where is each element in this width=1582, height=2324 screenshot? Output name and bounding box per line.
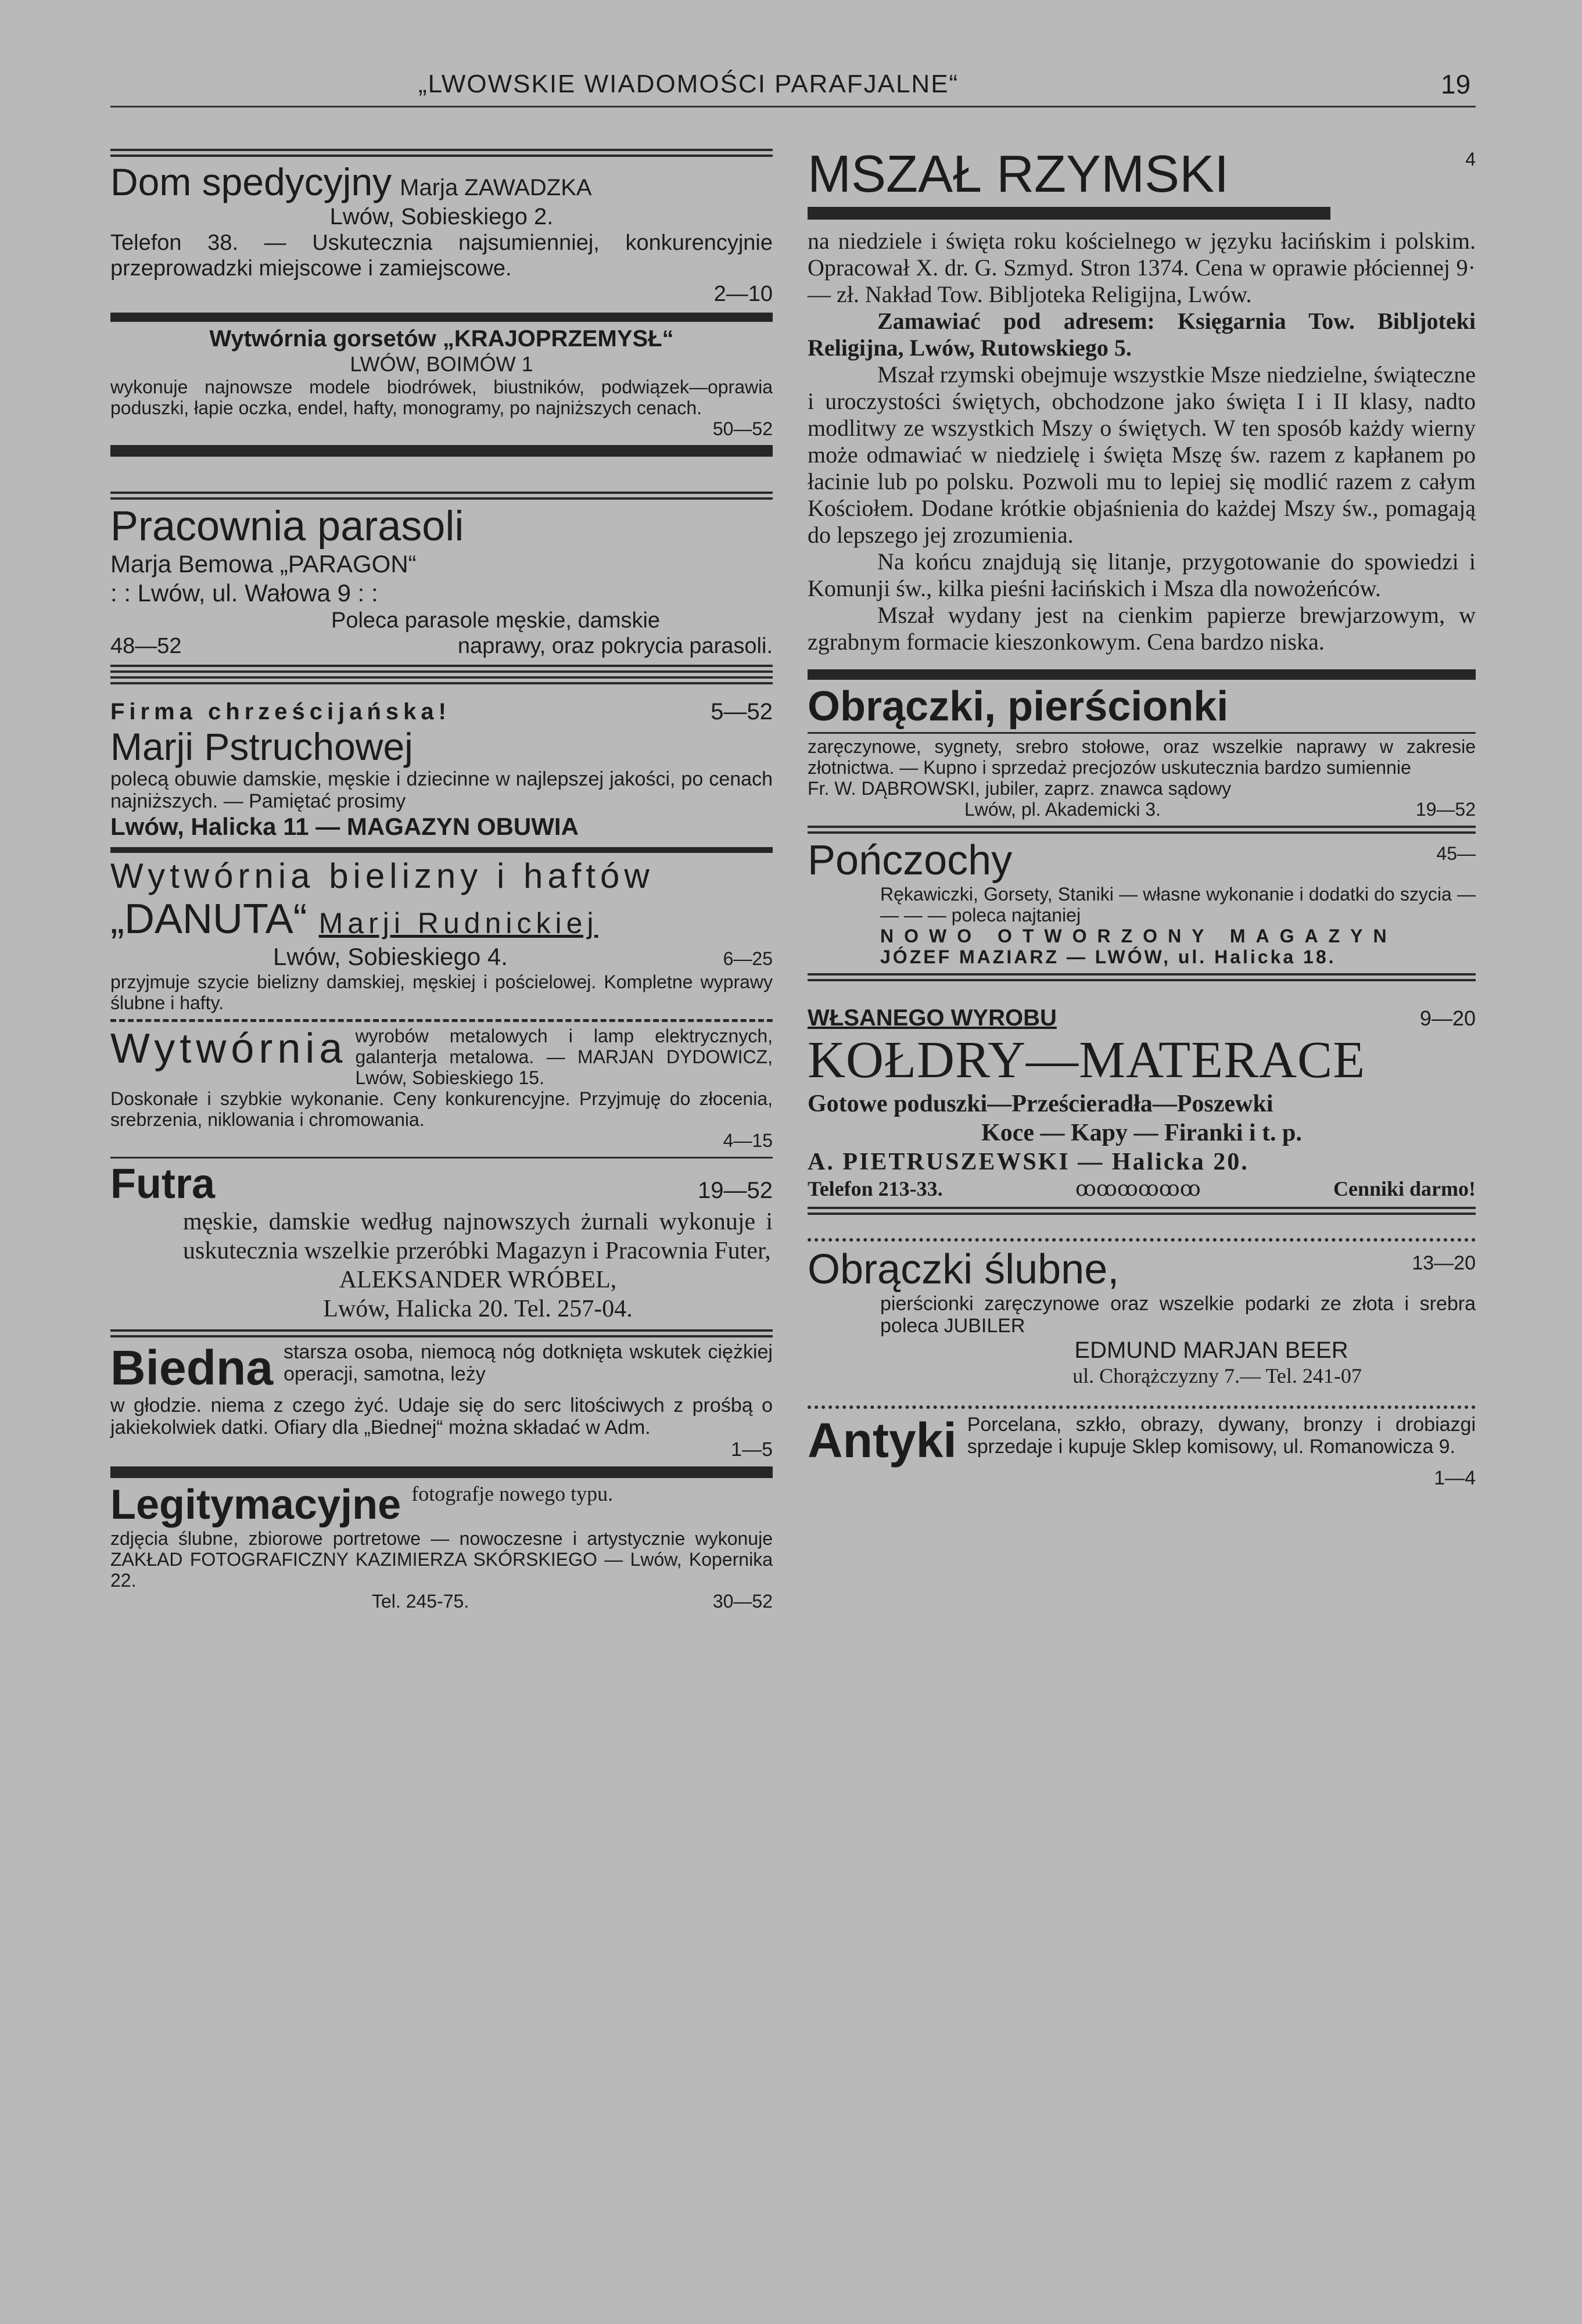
divider [110, 313, 773, 322]
ad-owner: Marji Rudnickiej [318, 907, 598, 939]
ad-address: Lwów, Sobieskiego 4. [273, 943, 508, 970]
divider [808, 826, 1476, 834]
ad-title: Firma chrześcijańska! [110, 699, 451, 725]
ad-title: KOŁDRY—MATERACE [808, 1031, 1366, 1089]
divider [110, 1157, 773, 1159]
left-column [110, 145, 773, 1618]
ad-tel: Tel. 245-75. [372, 1591, 469, 1612]
ad-title: Wytwórnia bielizny i haftów [110, 856, 654, 895]
ad-mszal [808, 145, 1476, 655]
divider [110, 665, 773, 673]
ad-code: 19—52 [1415, 799, 1476, 820]
ad-text: Telefon 38. — Uskutecznia najsumienniej, konkurencyjnie przeprowadzki miejscowe i zamiejscowe. [110, 231, 773, 281]
ornament: ꝏꝏꝏꝏꝏꝏ [1075, 1177, 1201, 1200]
ad-owner: Marja ZAWADZKA [400, 175, 592, 200]
ad-ponczochy [808, 837, 1476, 967]
ad-name: Marji Pstruchowej [110, 725, 413, 768]
ad-address: Lwów, pl. Akademicki 3. [964, 799, 1161, 820]
ad-subtitle: fotografje nowego typu. [411, 1482, 614, 1505]
ad-title: MSZAŁ RZYMSKI [808, 145, 1229, 203]
ad-code: 4 [1465, 149, 1476, 170]
ad-code: 50—52 [712, 418, 773, 439]
ad-title: Pończochy [808, 837, 1013, 884]
divider [110, 1019, 773, 1022]
ad-text: na niedziele i święta roku kościelnego w języku łacińskim i polskim. Opracował X. dr. G. Szmyd. Stron 1374. Cena w oprawie płóciennej 9·— zł. Nakład Tow. Bibljoteka Religijna, Lwów. [808, 228, 1476, 307]
ad-text: Cenniki darmo! [1333, 1177, 1476, 1200]
ad-title: Legitymacyjne [110, 1482, 401, 1528]
ad-code: 13—20 [1412, 1252, 1476, 1274]
ad-tel: Telefon 213-33. [808, 1177, 943, 1200]
ad-obuwie [110, 698, 773, 841]
ad-name: „DANUTA“ [110, 896, 307, 942]
ad-owner: Marja Bemowa „PARAGON“ [110, 550, 417, 578]
ad-address: : : Lwów, ul. Wałowa 9 : : [110, 579, 378, 607]
ad-title: Pracownia parasoli [110, 503, 464, 550]
ad-text: Na końcu znajdują się litanje, przygotowanie do spowiedzi i Komunji św., kilka pieśni łacińskich i Msza dla nowożeńców. [808, 548, 1476, 601]
ad-address: Lwów, Halicka 20. Tel. 257-04. [323, 1296, 633, 1322]
divider [808, 1207, 1476, 1215]
divider [110, 445, 773, 457]
ad-text: męskie, damskie według najnowszych żurnali wykonuje i uskutecznia wszelkie przeróbki Magazyn i Pracownia Futer, [183, 1208, 773, 1264]
ad-legitymacyjne [110, 1482, 773, 1612]
ad-text: Porcelana, szkło, obrazy, dywany, bronzy i drobiazgi sprzedaje i kupuje Sklep komisowy, ul. Romanowicza 9. [967, 1414, 1476, 1458]
divider [110, 492, 773, 500]
ad-label: WŁSANEGO WYROBU [808, 1005, 1057, 1031]
ad-obraczki [808, 683, 1476, 820]
ad-title: Biedna [110, 1340, 274, 1395]
ad-code: 4—15 [723, 1130, 773, 1151]
ad-code: 5—52 [711, 699, 773, 725]
ad-order: Zamawiać pod adresem: Księgarnia Tow. Bibljoteki Religijna, Lwów, Rutowskiego 5. [808, 308, 1476, 361]
ad-gorsety [110, 325, 773, 439]
ad-title: Obrączki ślubne, [808, 1246, 1120, 1293]
ad-title: Wytwórnia [110, 1025, 347, 1072]
divider [808, 669, 1476, 680]
ad-code: 30—52 [712, 1591, 773, 1612]
ad-text: Rękawiczki, Gorsety, Staniki — własne wykonanie i dodatki do szycia — — — — poleca najtaniej [880, 884, 1476, 926]
ad-futra [110, 1161, 773, 1324]
ad-text: wykonuje najnowsze modele biodrówek, biustników, podwiązek—oprawia poduszki, łapie oczka, endel, hafty, monogramy, po najniższych cenach. [110, 376, 773, 418]
divider [110, 1329, 773, 1337]
divider [110, 149, 773, 157]
divider [110, 1466, 773, 1478]
ad-text: polecą obuwie damskie, męskie i dziecinne w najlepszej jakości, po cenach najniższych. — Pamiętać prosimy [110, 768, 773, 812]
ad-obraczki-slubne [808, 1246, 1476, 1388]
ad-owner: JÓZEF MAZIARZ — LWÓW, ul. Halicka 18. [880, 946, 1336, 967]
ad-text: Poleca parasole męskie, damskie [331, 608, 661, 633]
ad-owner: Fr. W. DĄBROWSKI, jubiler, zaprz. znawca sądowy [808, 778, 1232, 799]
ad-text: przyjmuje szycie bielizny damskiej, męskiej i pościelowej. Kompletne wyprawy ślubne i hafty. [110, 971, 773, 1013]
ad-line: Gotowe poduszki—Prześcieradła—Poszewki [808, 1091, 1274, 1117]
ad-title: Futra [110, 1161, 215, 1207]
ad-biedna [110, 1341, 773, 1461]
ad-title: Antyki [808, 1413, 957, 1468]
ad-code: 1—4 [1434, 1467, 1476, 1489]
ad-text: Mszał rzymski obejmuje wszystkie Msze niedzielne, świąteczne i uroczystości świętych, obchodzone jako święta I i II klasy, nadto modlitwy ze wszystkich Mszy o świętych. W ten sposób każdy wierny może odmawiać w niedzielę i święta Mszę św. razem z kapłanem po łacinie lub po polsku. Pozwoli mu to lepiej się modlić razem z całym Kościołem. Dodane krótkie objaśnienia do każdej Mszy św., pomagają do lepszego jej zrozumienia. [808, 361, 1476, 548]
ad-code: 19—52 [698, 1178, 773, 1203]
ad-address: Lwów, Halicka 11 — MAGAZYN OBUWIA [110, 813, 579, 840]
ad-parasole [110, 503, 773, 659]
ad-subtitle: starsza osoba, niemocą nóg dotknięta wskutek ciężkiej operacji, samotna, leży [284, 1341, 773, 1385]
ad-text: Doskonałe i szybkie wykonanie. Ceny konkurencyjne. Przyjmuję do złocenia, srebrzenia, niklowania i chromowania. [110, 1088, 773, 1130]
ad-text: w głodzie. niema z czego żyć. Udaje się do serc litościwych z prośbą o jakiekolwiek datki. Ofiary dla „Biednej“ można składać w Adm. [110, 1394, 773, 1439]
ad-line: Koce — Kapy — Firanki i t. p. [981, 1120, 1302, 1146]
ad-subtitle: wyrobów metalowych i lamp elektrycznych, galanterja metalowa. — MARJAN DYDOWICZ, Lwów, Sobieskiego 15. [355, 1025, 773, 1088]
divider [110, 847, 773, 853]
ad-danuta [110, 856, 773, 1013]
ad-code: 1—5 [731, 1439, 773, 1461]
ad-owner: ALEKSANDER WRÓBEL, [339, 1267, 617, 1293]
ad-text: Mszał wydany jest na cienkim papierze brewjarzowym, w zgrabnym formacie kieszonkowym. Cena bardzo niska. [808, 602, 1476, 655]
divider [808, 1238, 1476, 1242]
divider [808, 973, 1476, 981]
ad-code: 6—25 [723, 948, 773, 969]
divider [808, 732, 1476, 734]
ad-code: 2—10 [713, 282, 773, 306]
ad-shop: NOWO OTWORZONY MAGAZYN [880, 926, 1397, 946]
ad-title: Obrączki, pierścionki [808, 683, 1229, 730]
ad-title: Wytwórnia gorsetów „KRAJOPRZEMYSŁ“ [209, 326, 674, 352]
ad-address: LWÓW, BOIMÓW 1 [350, 352, 533, 376]
ad-text: naprawy, oraz pokrycia parasoli. [457, 634, 773, 658]
divider [808, 1405, 1476, 1409]
ad-title: Dom spedycyjny [110, 160, 392, 203]
ad-metal [110, 1025, 773, 1151]
ad-dom-spedycyjny [110, 160, 773, 307]
ad-koldry [808, 1005, 1476, 1201]
ad-code: 9—20 [1419, 1006, 1476, 1030]
divider [808, 207, 1330, 220]
ad-text: pierścionki zaręczynowe oraz wszelkie podarki ze złota i srebra poleca JUBILER [880, 1293, 1476, 1337]
divider [110, 676, 773, 684]
ad-owner: EDMUND MARJAN BEER [1074, 1337, 1348, 1363]
ad-text: zaręczynowe, sygnety, srebro stołowe, oraz wszelkie naprawy w zakresie złotnictwa. — Kupno i sprzedaż precjozów uskutecznia bardzo sumiennie [808, 736, 1476, 778]
ad-address: ul. Chorążczyzny 7.— Tel. 241-07 [1072, 1364, 1362, 1387]
right-column [808, 145, 1476, 1495]
ad-code: 48—52 [110, 634, 182, 658]
ad-text: zdjęcia ślubne, zbiorowe portretowe — nowoczesne i artystycznie wykonuje ZAKŁAD FOTOGRAFICZNY KAZIMIERZA SKÓRSKIEGO — Lwów, Kopernika 22. [110, 1528, 773, 1591]
ad-antyki [808, 1414, 1476, 1489]
ad-address: Lwów, Sobieskiego 2. [329, 204, 554, 229]
journal-title: „LWOWSKIE WIADOMOŚCI PARAFJALNE“ [418, 70, 959, 98]
ad-owner: A. PIETRUSZEWSKI — Halicka 20. [808, 1149, 1249, 1175]
ad-code: 45— [1436, 843, 1476, 864]
page-number: 19 [1441, 69, 1471, 99]
header-rule [110, 106, 1476, 107]
